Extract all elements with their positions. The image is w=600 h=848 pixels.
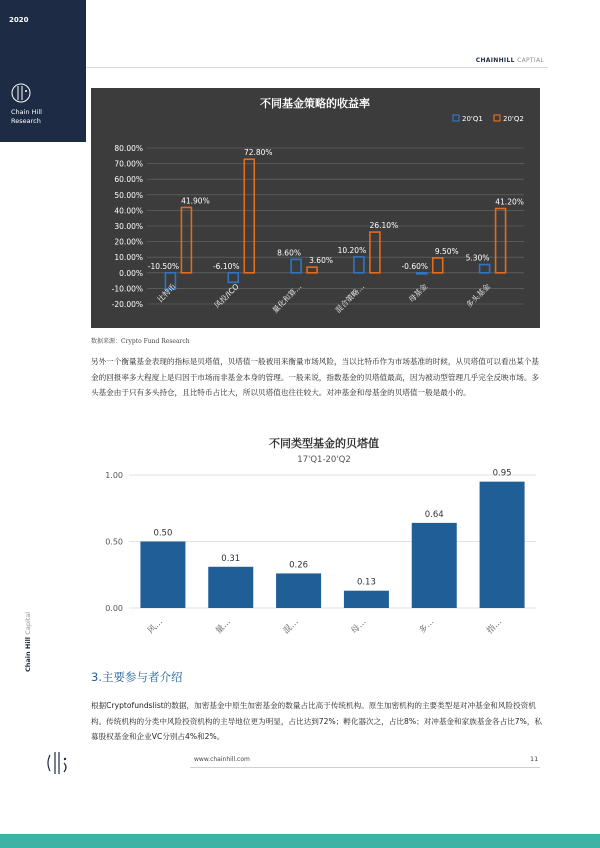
- legend-label: 20'Q1: [462, 115, 483, 123]
- bar: [244, 159, 254, 273]
- y-tick-label: 10.00%: [114, 253, 143, 263]
- chart-title: 不同类型基金的贝塔值: [269, 437, 379, 450]
- x-tick-label: 风投/ICO: [212, 281, 241, 311]
- side-brand-bold: Chain Hill: [24, 636, 32, 672]
- header-divider: [86, 67, 548, 68]
- x-tick-label: 母…: [349, 617, 369, 637]
- y-tick-label: 0.00%: [119, 268, 143, 278]
- footer-logo-icon: [44, 749, 72, 777]
- x-tick-label: 比特币: [155, 281, 178, 305]
- bar: [480, 482, 525, 608]
- x-tick-label: 混合策略…: [333, 281, 367, 315]
- bar: [208, 567, 253, 608]
- y-tick-label: 50.00%: [114, 190, 143, 200]
- x-tick-label: 母基金: [406, 281, 430, 305]
- footer-divider: [190, 767, 540, 768]
- data-label: 5.30%: [465, 253, 490, 263]
- x-tick-label: 混…: [281, 617, 301, 637]
- chart-subtitle: 17'Q1-20'Q2: [297, 455, 351, 465]
- brand-name-left: [11, 108, 42, 126]
- y-tick-label: -10.00%: [111, 284, 143, 294]
- data-label: 0.50: [153, 528, 173, 539]
- return-chart: [91, 88, 540, 328]
- bar: [370, 232, 380, 273]
- header-brand-right: [476, 57, 544, 64]
- data-label: 26.10%: [369, 221, 399, 231]
- bar: [181, 207, 191, 272]
- bar: [417, 273, 427, 274]
- header-year-box: [0, 0, 86, 142]
- beta-chart-svg: [91, 430, 540, 655]
- data-label: 41.90%: [181, 196, 210, 206]
- data-label: 0.13: [356, 577, 376, 588]
- year-label: 2020: [9, 16, 29, 24]
- y-tick-label: 0.00: [105, 604, 123, 613]
- y-tick-label: 1.00: [105, 471, 123, 480]
- brand-right-bold: CHAINHILL: [475, 57, 515, 64]
- y-tick-label: 0.50: [105, 537, 123, 547]
- y-tick-label: -20.00%: [111, 300, 143, 309]
- x-tick-label: 多头基金: [464, 281, 492, 310]
- y-tick-label: 30.00%: [114, 222, 143, 231]
- y-tick-label: 40.00%: [114, 206, 143, 216]
- section-title: 3.主要参与者介绍: [91, 670, 183, 684]
- chainhill-logo-icon: [10, 82, 32, 104]
- data-label: -0.60%: [401, 261, 429, 271]
- data-label: 3.60%: [309, 256, 333, 266]
- x-tick-label: 多…: [417, 617, 437, 637]
- bar: [496, 209, 506, 273]
- brand-line-1: Chain Hill: [11, 108, 42, 116]
- data-label: 0.31: [221, 553, 241, 564]
- y-tick-label: 80.00%: [114, 144, 143, 153]
- data-label: -6.10%: [212, 261, 240, 271]
- chart-title: 不同基金策略的收益率: [260, 97, 370, 110]
- bar: [276, 573, 321, 608]
- bar: [140, 542, 185, 609]
- bar: [344, 591, 389, 608]
- data-label: 10.20%: [337, 245, 367, 255]
- paragraph-beta-intro: 另外一个衡量基金表现的指标是贝塔值，贝塔值一般被用来衡量市场风险，当以比特币作为市场基准的时候，从贝塔值可以看出某个基金的回报率多大程度上是归因于市场而非基金本身的管理。一般来说，指数基金的贝塔值最高，因为被动型管理几乎完全反映市场。多头基金由于只有多头持仓，且比特币占比大，所以贝塔值也往往较大。对冲基金和母基金的贝塔值一般是最小的。: [91, 357, 540, 397]
- data-label: 8.60%: [277, 248, 301, 258]
- beta-chart: [91, 430, 540, 655]
- brand-right-light: CAPTIAL: [517, 57, 544, 64]
- x-tick-label: 量化和算…: [270, 281, 304, 315]
- x-tick-label: 风…: [145, 617, 166, 637]
- data-label: 72.80%: [243, 148, 273, 158]
- data-label: 41.20%: [495, 197, 524, 207]
- y-tick-label: 20.00%: [114, 237, 143, 247]
- data-label: 0.26: [289, 560, 309, 571]
- legend-swatch: [494, 115, 500, 121]
- footer-url[interactable]: www.chainhill.com: [194, 756, 250, 763]
- legend-swatch: [453, 115, 459, 121]
- bar: [412, 523, 457, 608]
- bar: [354, 257, 364, 273]
- bar: [480, 265, 490, 273]
- paragraph-participants: 根据Cryptofundslist的数据，加密基金中原生加密基金的数量占比高于传统机构。原生加密机构的主要类型是对冲基金和风险投资机构。传统机构的分类中风险投资机构的主导地位更为明显，占比达到72%；孵化器次之，占比8%；对冲基金和家族基金各占比7%，私募股权基金和企业VC分别占4%和2%。: [91, 701, 543, 741]
- brand-line-2: Research: [11, 117, 41, 125]
- data-label: 9.50%: [434, 246, 459, 256]
- y-tick-label: 60.00%: [114, 175, 143, 185]
- return-chart-svg: [91, 88, 540, 328]
- y-tick-label: 70.00%: [114, 159, 143, 169]
- bar: [228, 273, 238, 283]
- bottom-color-band: [0, 834, 600, 848]
- data-label: 0.64: [424, 509, 444, 520]
- data-label: -10.50%: [147, 261, 180, 271]
- side-brand-label: [24, 612, 32, 672]
- page-number: 11: [530, 755, 539, 763]
- legend-label: 20'Q2: [503, 115, 524, 123]
- bar: [433, 258, 443, 273]
- bar: [291, 259, 301, 272]
- bar: [307, 267, 317, 273]
- data-label: 0.95: [492, 468, 512, 479]
- x-tick-label: 指…: [485, 617, 505, 637]
- chart-source: 数据来源：Crypto Fund Research: [91, 338, 190, 345]
- x-tick-label: 量…: [213, 617, 233, 637]
- side-brand-light: Capital: [24, 611, 32, 635]
